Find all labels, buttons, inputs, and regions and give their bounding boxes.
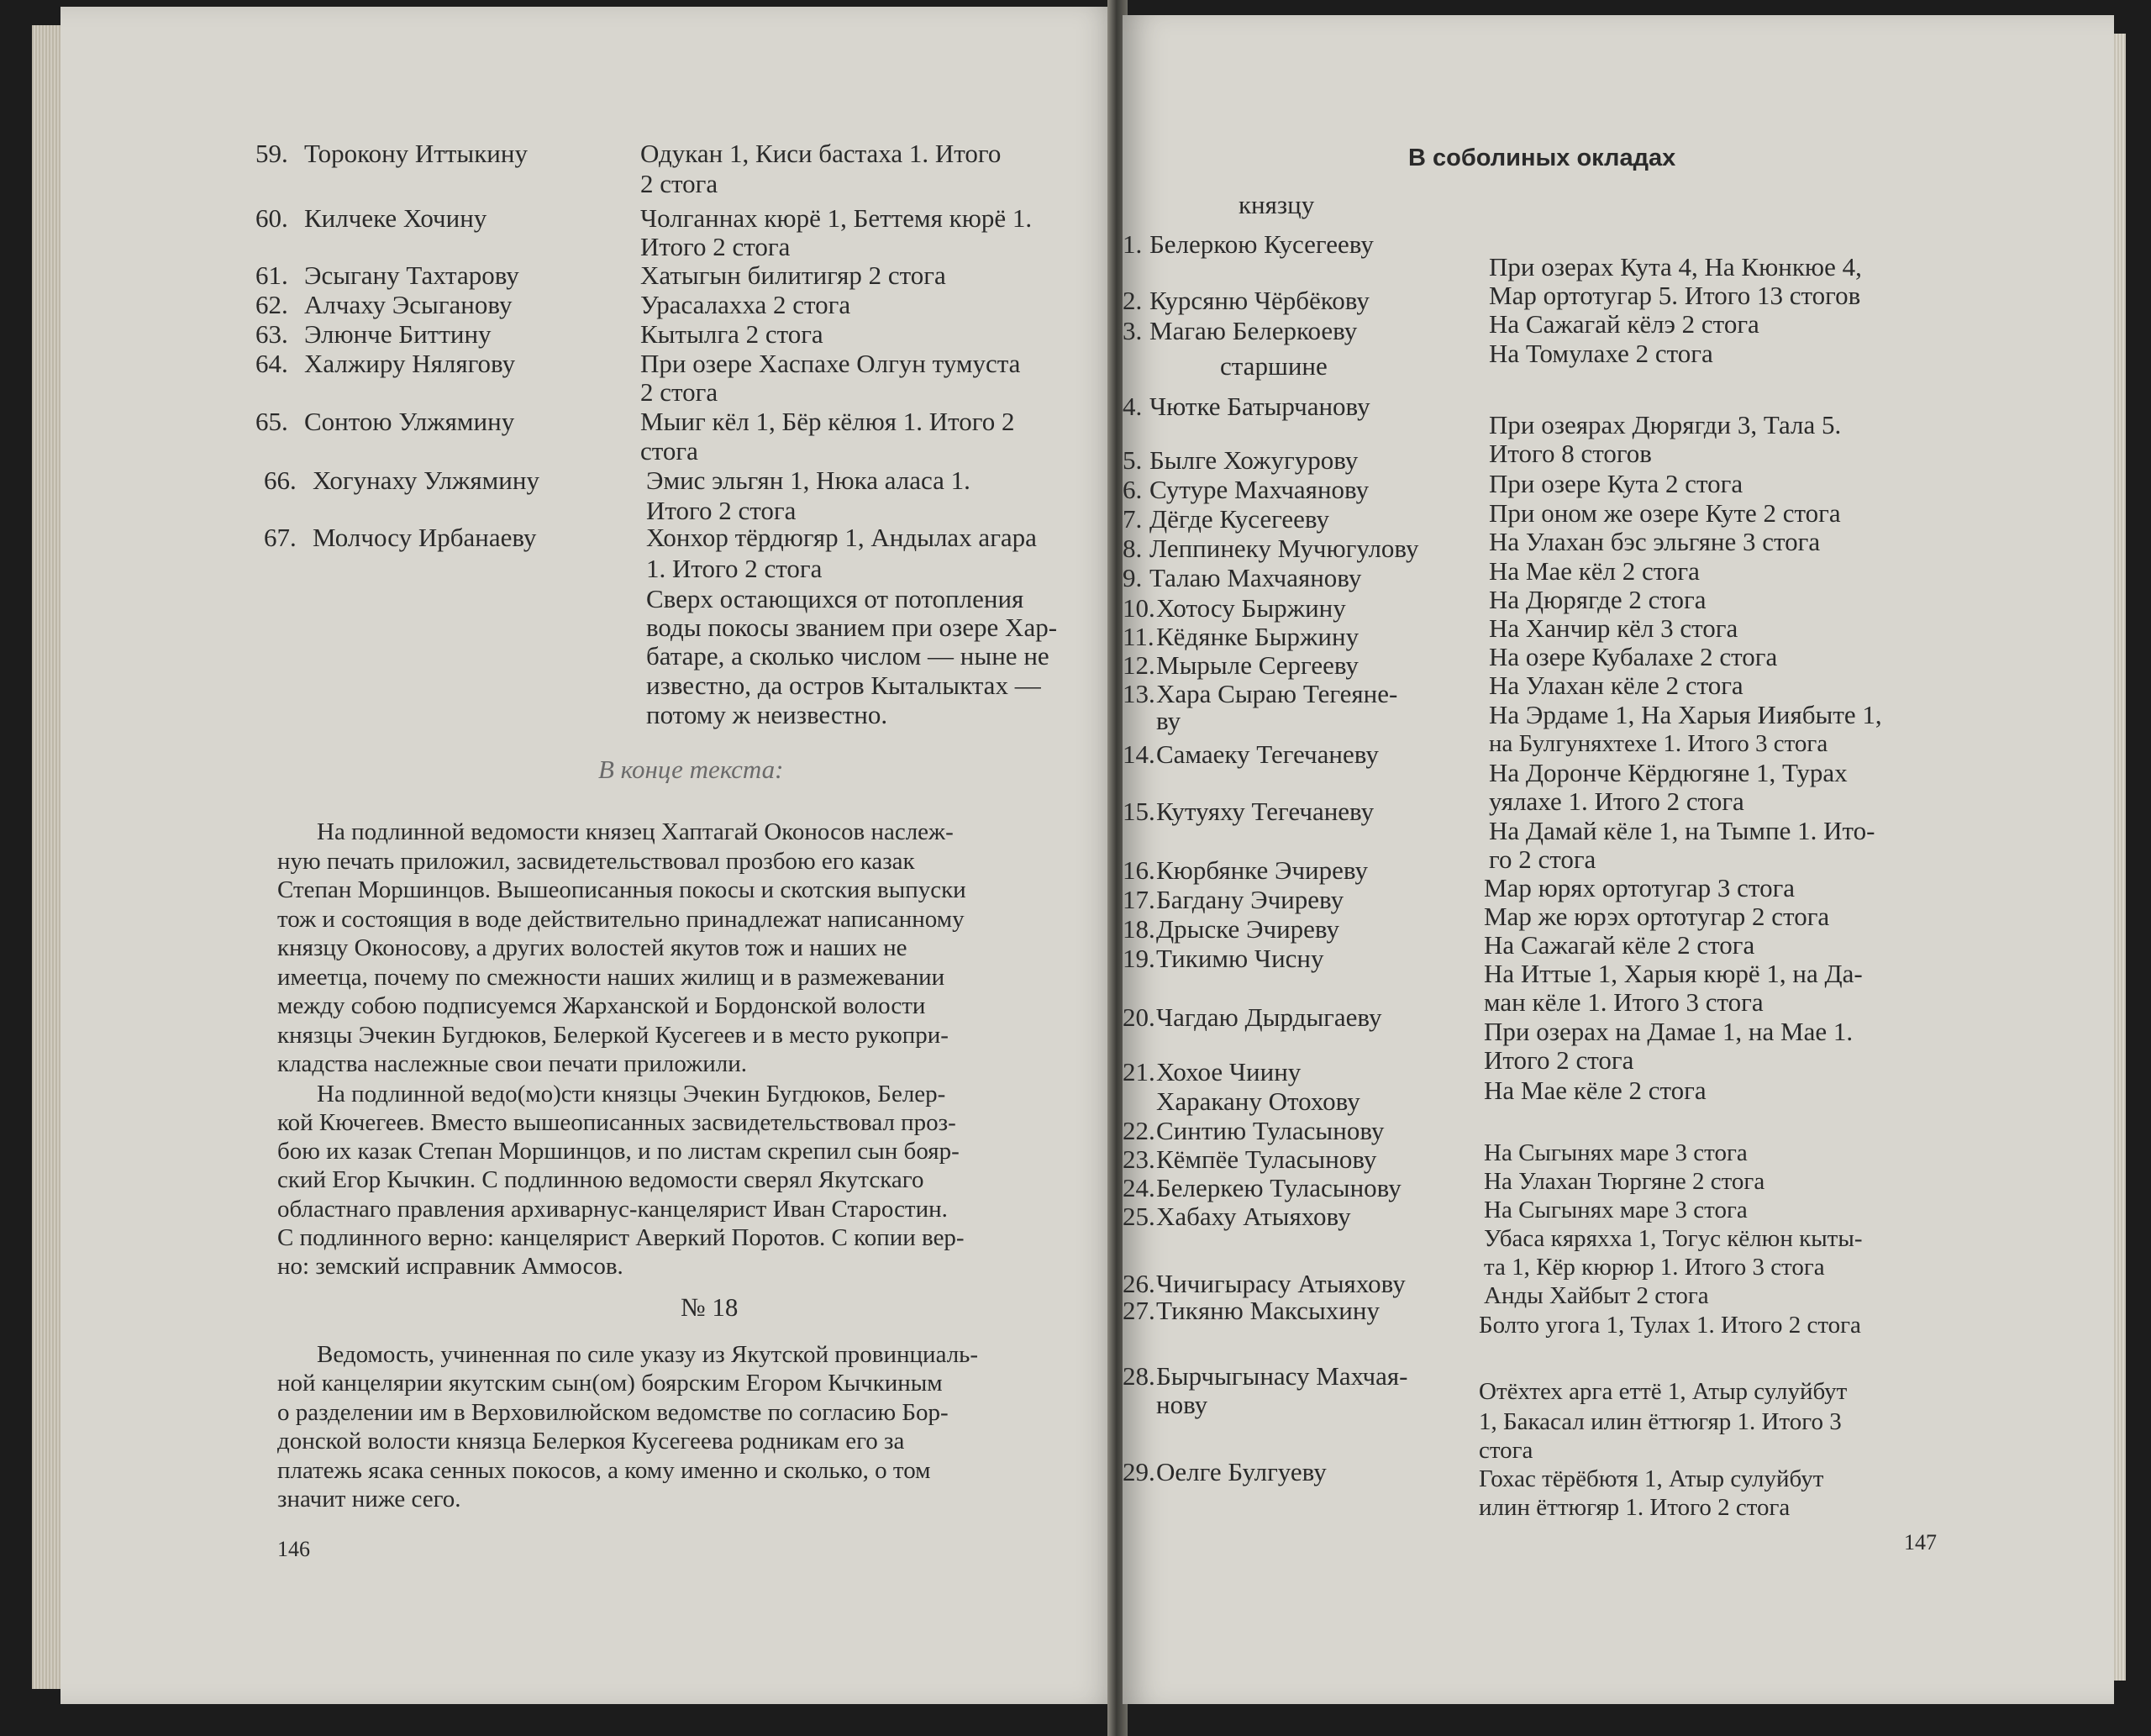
para2-line: но: земский исправник Аммосов. — [277, 1253, 623, 1280]
name-line: Талаю Махчаянову — [1149, 563, 1362, 592]
para3-line: Ведомость, учиненная по силе указу из Якутской провинциаль- — [317, 1341, 979, 1368]
para1-line: кладства наслежные свои печати приложили. — [277, 1050, 747, 1077]
entry-64-desc: При озере Хаспахе Олгун тумуста — [640, 349, 1021, 378]
entry-66-desc: Итого 2 стога — [646, 496, 797, 525]
name-num: 27. — [1123, 1296, 1155, 1325]
desc-line: го 2 стога — [1489, 844, 1596, 874]
right-page — [1123, 15, 2114, 1704]
para1-line: ную печать приложил, засвидетельствовал прозбою его казак — [277, 848, 915, 875]
desc-line: уялахе 1. Итого 2 стога — [1489, 786, 1744, 816]
entry-66-num: 66. — [264, 466, 297, 495]
name-line: Дёгде Кусегееву — [1149, 504, 1330, 534]
para2-line: На подлинной ведо(мо)сти князцы Эчекин Бугдюков, Белер- — [317, 1081, 946, 1107]
desc-line: При озере Кута 2 стога — [1489, 469, 1743, 498]
desc-line: илин ёттюгяр 1. Итого 2 стога — [1479, 1494, 1791, 1521]
subheading-starshine: старшине — [1220, 351, 1328, 381]
desc-line: При озеярах Дюрягди 3, Тала 5. — [1489, 410, 1842, 439]
desc-line: На озере Кубалахе 2 стога — [1489, 642, 1778, 671]
name-line: Курсяню Чёрбёкову — [1149, 286, 1370, 315]
page-number-left: 146 — [277, 1537, 310, 1561]
name-line: Белеркею Туласынову — [1156, 1173, 1402, 1202]
name-num: 26. — [1123, 1269, 1155, 1298]
desc-line: На Ханчир кёл 3 стога — [1489, 613, 1738, 643]
name-num: 22. — [1123, 1116, 1155, 1145]
entry-66-desc: Эмис эльгян 1, Нюка аласа 1. — [646, 466, 970, 495]
desc-line: Мар юрях ортотугар 3 стога — [1484, 873, 1796, 902]
name-num: 13. — [1123, 679, 1155, 708]
name-line: Харакану Отохову — [1156, 1086, 1360, 1116]
note-line: батаре, а сколько числом — ныне не — [646, 641, 1049, 671]
name-num: 23. — [1123, 1144, 1155, 1174]
entry-60-num: 60. — [255, 203, 288, 233]
desc-line: Мар ортотугар 5. Итого 13 стогов — [1489, 281, 1861, 310]
subheading-knyazcu: князцу — [1239, 190, 1315, 219]
name-line: Хара Сыраю Тегеяне- — [1156, 679, 1398, 708]
entry-62-desc: Урасалахха 2 стога — [640, 290, 851, 319]
name-line: Самаеку Тегечаневу — [1156, 739, 1379, 769]
desc-line: та 1, Кёр кюрюр 1. Итого 3 стога — [1484, 1254, 1825, 1281]
desc-line: Итого 2 стога — [1484, 1045, 1634, 1075]
entry-67-desc: 1. Итого 2 стога — [646, 554, 823, 583]
desc-line: На Сажагай кёлэ 2 стога — [1489, 309, 1759, 339]
name-line: Тикимю Чисну — [1156, 944, 1324, 973]
entry-67-num: 67. — [264, 523, 297, 552]
para3-line: о разделении им в Верховилюйском ведомстве по согласию Бор- — [277, 1399, 949, 1426]
para3-line: платежь ясака сенных покосов, а кому именно и сколько, о том — [277, 1457, 931, 1484]
desc-line: На Иттые 1, Харыя кюрё 1, на Да- — [1484, 959, 1863, 988]
name-num: 24. — [1123, 1173, 1155, 1202]
desc-line: ман кёле 1. Итого 3 стога — [1484, 987, 1764, 1017]
name-line: Оелге Булгуеву — [1156, 1457, 1327, 1486]
name-num: 16. — [1123, 855, 1155, 885]
desc-line: На Мае кёл 2 стога — [1489, 556, 1700, 586]
entry-67-desc: Хонхор тёрдюгяр 1, Андылах агара — [646, 523, 1037, 552]
note-line: известно, да остров Кыталыктах — — [646, 671, 1041, 700]
name-line: Кёмпёе Туласынову — [1156, 1144, 1377, 1174]
document-number: № 18 — [681, 1292, 739, 1322]
entry-59-desc: 2 стога — [640, 169, 718, 198]
name-num: 19. — [1123, 944, 1155, 973]
entry-59-num: 59. — [255, 139, 288, 168]
name-line: Магаю Белеркоеву — [1149, 316, 1358, 345]
left-page — [60, 7, 1121, 1704]
entry-60-desc: Чолганнах кюрё 1, Беттемя кюрё 1. — [640, 203, 1033, 233]
desc-line: На Улахан бэс эльгяне 3 стога — [1489, 527, 1821, 556]
entry-60-desc: Итого 2 стога — [640, 232, 791, 261]
name-line: Дрыске Эчиреву — [1156, 914, 1340, 944]
name-num: 5. — [1123, 445, 1143, 475]
name-num: 21. — [1123, 1057, 1155, 1086]
entry-61-name: Эсыгану Тахтарову — [304, 260, 519, 290]
name-num: 29. — [1123, 1457, 1155, 1486]
name-num: 7. — [1123, 504, 1143, 534]
name-num: 10. — [1123, 593, 1155, 623]
name-line: Сутуре Махчаянову — [1149, 475, 1370, 504]
page-number-right: 147 — [1904, 1530, 1937, 1555]
name-line: Леппинеку Мучюгулову — [1149, 534, 1419, 563]
name-line: Чютке Батырчанову — [1149, 392, 1370, 421]
name-line: Хохое Чиину — [1156, 1057, 1302, 1086]
desc-line: Убаса кяряхха 1, Тогус кёлюн кыты- — [1484, 1225, 1863, 1252]
entry-64-name: Халжиру Нялягову — [304, 349, 516, 378]
desc-line: На Дамай кёле 1, на Тымпе 1. Ито- — [1489, 816, 1875, 845]
note-line: Сверх остающихся от потопления — [646, 584, 1024, 613]
entry-65-name: Сонтою Улжямину — [304, 407, 515, 436]
entry-62-num: 62. — [255, 290, 288, 319]
v-konce-caption: В конце текста: — [598, 755, 784, 784]
name-line: Былге Хожугурову — [1149, 445, 1359, 475]
desc-line: Анды Хайбыт 2 стога — [1484, 1282, 1709, 1309]
name-num: 25. — [1123, 1202, 1155, 1231]
name-num: 20. — [1123, 1002, 1155, 1032]
name-num: 4. — [1123, 392, 1143, 421]
desc-line: На Улахан Тюргяне 2 стога — [1484, 1168, 1765, 1195]
entry-65-num: 65. — [255, 407, 288, 436]
desc-line: На Дорончe Кёрдюгяне 1, Турах — [1489, 758, 1848, 787]
desc-line: На Сыгынях маре 3 стога — [1484, 1139, 1748, 1166]
desc-line: При озерах на Дамае 1, на Мае 1. — [1484, 1017, 1854, 1046]
entry-64-num: 64. — [255, 349, 288, 378]
desc-line: На Мае кёле 2 стога — [1484, 1076, 1707, 1105]
name-num: 11. — [1123, 622, 1154, 651]
name-line: нову — [1156, 1390, 1208, 1419]
desc-line: 1, Бакасал илин ёттюгяр 1. Итого 3 — [1479, 1408, 1842, 1435]
para3-line: значит ниже сего. — [277, 1486, 461, 1512]
entry-59-name: Торокону Иттыкину — [304, 139, 528, 168]
entry-66-name: Хогунаху Улжямину — [313, 466, 539, 495]
desc-line: Гохас тёрёбютя 1, Атыр сулуйбут — [1479, 1465, 1824, 1492]
name-num: 28. — [1123, 1361, 1155, 1391]
name-num: 1. — [1123, 229, 1143, 259]
entry-62-name: Алчаху Эсыганову — [304, 290, 513, 319]
name-num: 18. — [1123, 914, 1155, 944]
desc-line: При оном же озере Куте 2 стога — [1489, 498, 1841, 528]
name-line: Мырыле Сергееву — [1156, 650, 1359, 680]
name-line: Тикяню Максыхину — [1156, 1296, 1380, 1325]
para1-line: князцу Оконосову, а других волостей якутов тож и наших не — [277, 934, 907, 961]
name-line: Бырчыгынасу Махчая- — [1156, 1361, 1408, 1391]
name-line: Кутуяху Тегечаневу — [1156, 797, 1375, 826]
name-num: 12. — [1123, 650, 1155, 680]
desc-line: На Томулахе 2 стога — [1489, 339, 1713, 368]
entry-63-name: Элюнче Биттину — [304, 319, 492, 349]
desc-line: При озерах Кута 4, На Кюнкюе 4, — [1489, 252, 1862, 281]
entry-63-desc: Кытылга 2 стога — [640, 319, 823, 349]
desc-line: стога — [1479, 1437, 1533, 1464]
desc-line: На Эрдаме 1, На Харыя Ииябыте 1, — [1489, 700, 1882, 729]
entry-60-name: Килчеке Хочину — [304, 203, 487, 233]
name-num: 17. — [1123, 885, 1155, 914]
name-num: 8. — [1123, 534, 1143, 563]
desc-line: на Булгуняхтехе 1. Итого 3 стога — [1489, 730, 1828, 757]
entry-59-desc: Одукан 1, Киси бастаха 1. Итого — [640, 139, 1002, 168]
entry-63-num: 63. — [255, 319, 288, 349]
para2-line: областнаго правления архиварнус-канцелярист Иван Старостин. — [277, 1196, 948, 1223]
name-line: Кёдянке Быржину — [1156, 622, 1359, 651]
entry-61-desc: Хатыгын билитигяр 2 стога — [640, 260, 946, 290]
name-num: 3. — [1123, 316, 1143, 345]
name-num: 14. — [1123, 739, 1155, 769]
para1-line: имеетца, почему по смежности наших жилищ и в размежевании — [277, 964, 945, 991]
para1-line: тож и состоящия в воде действительно принадлежат написанному — [277, 906, 965, 933]
note-line: воды покосы званием при озере Хар- — [646, 613, 1058, 642]
entry-65-desc: Мыиг кёл 1, Бёр кёлюя 1. Итого 2 — [640, 407, 1015, 436]
para1-line: князцы Эчекин Бугдюков, Белеркой Кусегеев и в место рукопри- — [277, 1022, 949, 1049]
name-line: Кюрбянке Эчиреву — [1156, 855, 1368, 885]
desc-line: На Сажагай кёле 2 стога — [1484, 930, 1755, 960]
note-line: потому ж неизвестно. — [646, 700, 888, 729]
desc-line: На Дюрягде 2 стога — [1489, 585, 1707, 614]
name-num: 9. — [1123, 563, 1143, 592]
para2-line: ский Егор Кычкин. С подлинною ведомости сверял Якутскаго — [277, 1166, 924, 1193]
para3-line: донской волости князца Белеркоя Кусегеева родникам его за — [277, 1428, 905, 1455]
para1-line: Степан Моршинцов. Вышеописанныя покосы и скотския выпуски — [277, 876, 966, 903]
name-line: ву — [1156, 706, 1181, 735]
entry-65-desc: стога — [640, 436, 698, 466]
name-line: Чагдаю Дырдыгаеву — [1156, 1002, 1382, 1032]
para3-line: ной канцелярии якутским сын(ом) боярским Егором Кычкиным — [277, 1370, 943, 1397]
para2-line: С подлинного верно: канцелярист Аверкий Поротов. С копии вер- — [277, 1224, 965, 1251]
para1-line: между собою подписуемся Жарханской и Бордонской волости — [277, 992, 926, 1019]
desc-line: На Сыгынях маре 3 стога — [1484, 1197, 1748, 1223]
desc-line: Отёхтех арга еттё 1, Атыр сулуйбут — [1479, 1378, 1848, 1405]
para2-line: бою их казак Степан Моршинцов, и по листам скрепил сын бояр- — [277, 1138, 960, 1165]
para2-line: кой Кючегеев. Вместо вышеописанных засвидетельствовал проз- — [277, 1109, 956, 1136]
entry-64-desc: 2 стога — [640, 377, 718, 407]
section-heading: В соболиных окладах — [1408, 145, 1676, 171]
desc-line: Болто угога 1, Тулах 1. Итого 2 стога — [1479, 1312, 1861, 1339]
name-num: 6. — [1123, 475, 1143, 504]
name-line: Белеркою Кусегееву — [1149, 229, 1374, 259]
name-line: Синтию Туласынову — [1156, 1116, 1385, 1145]
name-line: Хотосу Быржину — [1156, 593, 1346, 623]
name-num: 15. — [1123, 797, 1155, 826]
desc-line: Мар же юрэх ортотугар 2 стога — [1484, 902, 1830, 931]
entry-67-name: Молчосу Ирбанаеву — [313, 523, 537, 552]
name-line: Багдану Эчиреву — [1156, 885, 1344, 914]
para1-line: На подлинной ведомости князец Хаптагай Оконосов наслеж- — [317, 818, 954, 845]
entry-61-num: 61. — [255, 260, 288, 290]
desc-line: Итого 8 стогов — [1489, 439, 1652, 468]
name-line: Хабаху Атыяхову — [1156, 1202, 1351, 1231]
name-num: 2. — [1123, 286, 1143, 315]
desc-line: На Улахан кёле 2 стога — [1489, 671, 1743, 700]
name-line: Чичигырасу Атыяхову — [1156, 1269, 1406, 1298]
